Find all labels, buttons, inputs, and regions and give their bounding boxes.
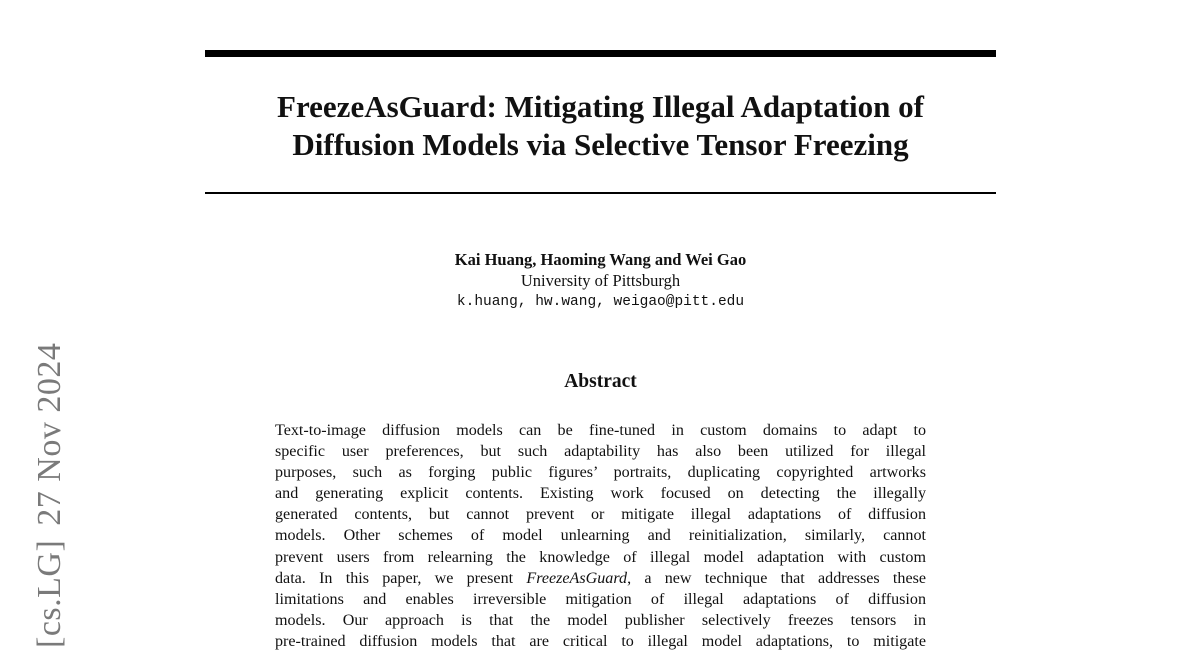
arxiv-side-stamp	[30, 343, 70, 648]
abstract-line: models. Our approach is that the model publisher selectively freezes tensors in	[275, 611, 926, 629]
abstract-line: purposes, such as forging public figures’ portraits, duplicating copyrighted artworks	[275, 464, 926, 482]
abstract-line: Text-to-image diffusion models can be fine-tuned in custom domains to adapt to	[275, 422, 926, 439]
title-line-2: Diffusion Models via Selective Tensor Freezing	[292, 127, 909, 162]
title-line-1: FreezeAsGuard: Mitigating Illegal Adaptation of	[277, 89, 924, 124]
title-top-rule	[205, 50, 996, 57]
abstract-line: limitations and enables irreversible mitigation of illegal adaptations of diffusion	[275, 590, 926, 608]
abstract-line: pre-trained diffusion models that are critical to illegal model adaptations, to mitigate	[275, 632, 926, 650]
author-email: k.huang, hw.wang, weigao@pitt.edu	[456, 294, 745, 310]
method-name: FreezeAsGuard	[526, 569, 628, 587]
abstract-line: and generating explicit contents. Existing work focused on detecting the illegally	[275, 485, 926, 503]
arxiv-category: [cs.LG]	[31, 539, 68, 648]
abstract-line: specific user preferences, but such adaptability has also been utilized for illegal	[275, 443, 926, 461]
paper-title	[205, 88, 996, 164]
title-bottom-rule	[205, 192, 996, 194]
abstract-line-method	[275, 568, 926, 589]
abstract-heading: Abstract	[564, 371, 637, 392]
affiliation: University of Pittsburgh	[520, 271, 681, 290]
abstract-text: , a new technique that addresses these	[627, 569, 926, 587]
abstract-body	[275, 420, 926, 652]
arxiv-date: 27 Nov 2024	[31, 342, 68, 526]
abstract-line: models. Other schemes of model unlearning and reinitialization, similarly, cannot	[275, 527, 926, 545]
abstract-line: generated contents, but cannot prevent or mitigate illegal adaptations of diffusion	[275, 506, 926, 524]
author-block	[205, 249, 996, 313]
abstract-text: data. In this paper, we present	[275, 569, 527, 587]
abstract-line: prevent users from relearning the knowledge of illegal model adaptation with custom	[275, 548, 926, 566]
author-names: Kai Huang, Haoming Wang and Wei Gao	[454, 250, 747, 269]
